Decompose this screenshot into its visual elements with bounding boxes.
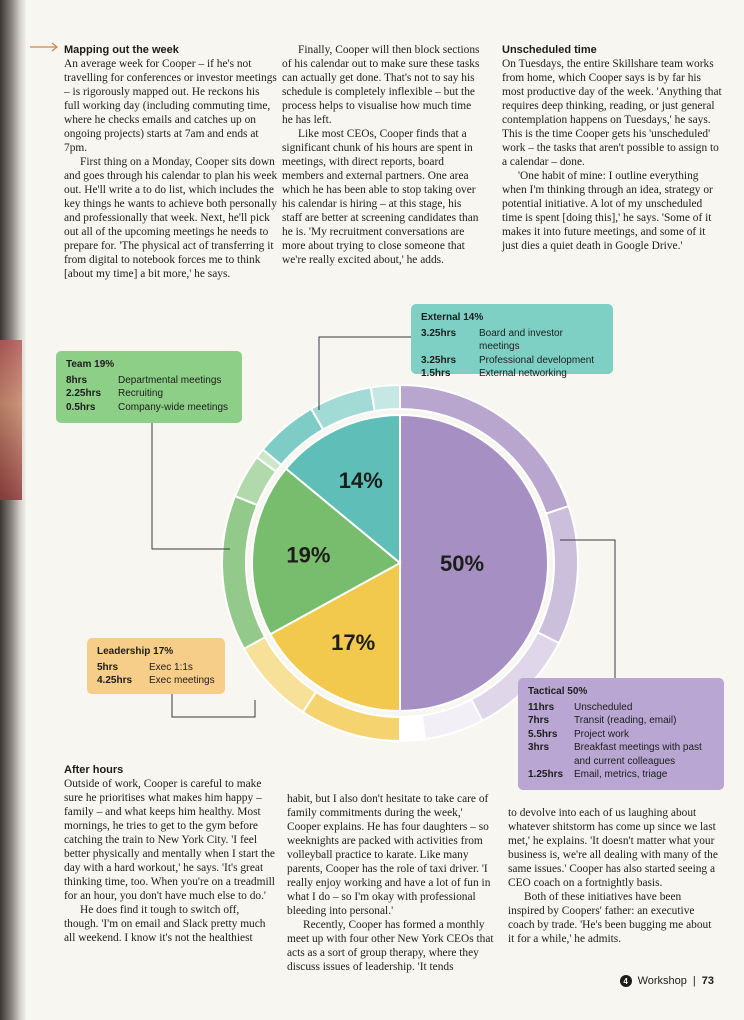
activity: Departmental meetings xyxy=(118,374,222,386)
activity: Breakfast meetings with past and current colleagues xyxy=(574,742,702,767)
callout-external xyxy=(411,304,613,379)
paragraph: Finally, Cooper will then block sections of his calendar out to make sure these tasks can actually get done. That's not to say his schedule is completely inflexible – but the process helps to visualise how much time he has left. xyxy=(282,44,480,126)
article-column-1-bottom xyxy=(64,763,276,945)
callout-title: Team 19% xyxy=(66,359,115,370)
paragraph: On Tuesdays, the entire Skillshare team works from home, which Cooper says is by far his most productive day of the week. 'Anything that requires deep thinking, reading, or just general contemplation happens on Tuesdays,' he says. This is the time Cooper gets his 'unscheduled' work – the tasks that aren't possible to assign to a calendar – done. xyxy=(502,58,722,168)
breakdown-row xyxy=(528,701,714,715)
footer-separator: | xyxy=(692,975,696,987)
section-heading-unscheduled: Unscheduled time xyxy=(502,44,597,56)
breakdown-row xyxy=(421,354,603,368)
hours: 3.25hrs xyxy=(421,327,457,339)
section-number-badge: 4 xyxy=(620,975,632,987)
hours: 11hrs xyxy=(528,701,555,713)
callout-team xyxy=(56,351,242,423)
hours: 4.25hrs xyxy=(97,675,133,686)
paragraph: First thing on a Monday, Cooper sits down and goes through his calendar to plan his week out. He'll write a to do list, which includes the key things he wants to achieve both personally and professionally that week. Next, he'll pick out all of the upcoming meetings he needs to prepare for. 'The physical act of transferring it from digital to notebook forces me to think [about my time] a bit more,' he says. xyxy=(64,156,278,280)
breakdown-row xyxy=(66,401,232,415)
paragraph: to devolve into each of us laughing about whatever shitstorm has come up since we last met,' he explains. 'It doesn't matter what your business is, we're all dealing with many of the same issues.' Cooper has also started seeing a CEO coach on a fortnightly basis. xyxy=(508,807,718,889)
ring-segment-tactical-5 xyxy=(400,715,425,741)
activity: Email, metrics, triage xyxy=(574,769,668,780)
hours: 8hrs xyxy=(66,374,88,386)
breakdown-row xyxy=(66,387,232,401)
section-name: Workshop xyxy=(637,975,687,987)
pie-label-external: 14% xyxy=(338,467,383,493)
hours: 1.25hrs xyxy=(528,769,564,780)
paragraph: Outside of work, Cooper is careful to make sure he prioritises what makes him happy – family – and what keeps him healthy. Most mornings, he tries to get to the gym before catching the train to New York City. 'I feel better physically and mentally when I start the day with a hard workout,' he says. 'It's great thinking time, too. When you're on a treadmill for an hour, you don't have much else to do.' xyxy=(64,778,275,902)
hours: 3.25hrs xyxy=(421,354,457,366)
hours: 2.25hrs xyxy=(66,388,102,399)
hours: 3hrs xyxy=(528,742,550,753)
paragraph: Both of these initiatives have been inspired by Coopers' father: an executive coach by trade. 'He's been bugging me about it for a while,' he admits. xyxy=(508,891,712,945)
callout-leadership xyxy=(87,638,225,694)
breakdown-row xyxy=(528,741,714,768)
activity: Transit (reading, email) xyxy=(574,715,677,726)
leader-leadership xyxy=(172,694,255,717)
breakdown-row xyxy=(421,367,603,381)
breakdown-row xyxy=(421,327,603,354)
breakdown-row xyxy=(66,374,232,388)
paragraph: habit, but I also don't hesitate to take care of family commitments during the week,' Cooper explains. He has four daughters – so weeknights are packed with activities from volleyball practice to karate. Like many parents, Cooper has the role of taxi driver. 'I really enjoy working and have a lot of fun in what I do – so I'm okay with professional bleeding into personal.' xyxy=(287,793,491,917)
paragraph: Recently, Cooper has formed a monthly meet up with four other New York CEOs that acts as a sort of group therapy, where they discuss issues of leadership. 'It tends xyxy=(287,919,494,973)
hours: 1.5hrs xyxy=(421,368,451,379)
pie-label-team: 19% xyxy=(286,542,331,568)
callout-title: External 14% xyxy=(421,312,484,323)
hours: 5.5hrs xyxy=(528,728,558,740)
activity: Unscheduled xyxy=(574,701,633,713)
callout-title: Leadership 17% xyxy=(97,646,174,657)
article-column-2-bottom xyxy=(287,792,495,974)
activity: Company-wide meetings xyxy=(118,401,229,413)
activity: Professional development xyxy=(479,354,595,366)
callout-tactical xyxy=(518,678,724,790)
activity: Recruiting xyxy=(118,388,164,399)
activity: Exec meetings xyxy=(149,675,215,686)
activity: Board and investor meetings xyxy=(479,327,563,352)
hours: 5hrs xyxy=(97,661,119,673)
activity: Project work xyxy=(574,728,630,740)
breakdown-row xyxy=(528,714,714,728)
article-column-3-bottom xyxy=(508,806,720,946)
paragraph: Like most CEOs, Cooper finds that a significant chunk of his hours are spent in meetings, with direct reports, board members and external partners. One area which he has been able to stop taking over his calendar is hiring – at this stage, his staff are better at screening candidates than he is. 'My recruitment conversations are more about trying to close someone that we're really excited about,' he adds. xyxy=(282,128,479,266)
activity: Exec 1:1s xyxy=(149,661,193,673)
breakdown-row xyxy=(528,728,714,742)
paragraph: An average week for Cooper – if he's not travelling for conferences or investor meetings – is rigorously mapped out. He reckons his full working day (including commuting time, where he checks emails and catches up on ongoing projects) starts at 7am and ends at 7pm. xyxy=(64,58,277,154)
section-heading-mapping: Mapping out the week xyxy=(64,44,179,56)
paragraph: 'One habit of mine: I outline everything when I'm thinking through an idea, strategy or potential initiative. A lot of my unscheduled time is spent [doing this],' he says. 'Some of it makes it into future meetings, and some of it just dies a quiet death in Google Drive.' xyxy=(502,170,713,252)
page-footer xyxy=(620,975,714,987)
breakdown-row xyxy=(528,768,714,782)
pie-label-leadership: 17% xyxy=(331,630,376,656)
hours: 0.5hrs xyxy=(66,401,96,413)
activity: External networking xyxy=(479,368,567,379)
breakdown-row xyxy=(97,661,215,675)
breakdown-row xyxy=(97,674,215,688)
ring-segment-external-3 xyxy=(371,385,400,411)
leader-team xyxy=(152,420,230,549)
paragraph: He does find it tough to switch off, though. 'I'm on email and Slack pretty much all weekend. I know it's not the healthiest xyxy=(64,904,266,944)
callout-title: Tactical 50% xyxy=(528,686,588,697)
pie-label-tactical: 50% xyxy=(439,551,485,576)
hours: 7hrs xyxy=(528,715,550,726)
page-number: 73 xyxy=(701,975,714,987)
section-heading-after-hours: After hours xyxy=(64,764,124,776)
